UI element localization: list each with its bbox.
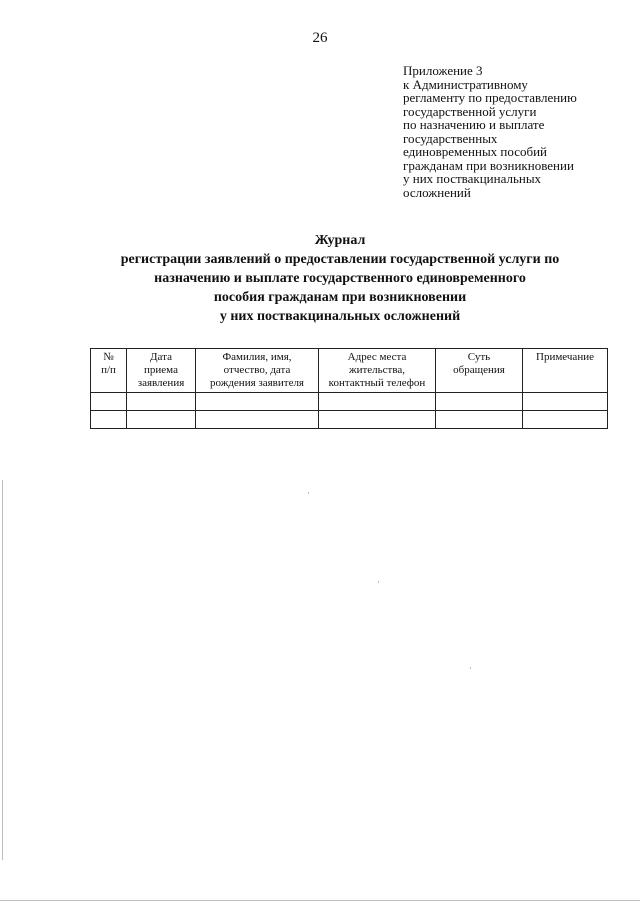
journal-table <box>90 348 608 429</box>
appendix-line: осложнений <box>403 184 471 200</box>
table-cell <box>523 393 608 411</box>
table-row <box>91 411 608 429</box>
table-cell <box>436 411 523 429</box>
column-header-number: № п/п <box>91 349 127 393</box>
appendix-line: к Административному <box>403 76 528 92</box>
column-header-subject: Суть обращения <box>436 349 523 393</box>
scan-dust-mark <box>470 667 471 669</box>
table-cell <box>319 411 436 429</box>
journal-subtitle-line: у них поствакцинальных осложнений <box>219 309 461 324</box>
table-row <box>91 393 608 411</box>
table-cell <box>319 393 436 411</box>
appendix-line: у них поствакцинальных <box>403 171 542 186</box>
table-cell <box>127 393 196 411</box>
scan-dust-mark <box>378 581 379 583</box>
journal-title <box>60 231 620 326</box>
table-cell <box>91 393 127 411</box>
table-cell <box>127 411 196 429</box>
journal-subtitle-line: назначению и выплате государственного единовременного <box>154 271 526 286</box>
journal-heading: Журнал <box>314 233 366 248</box>
appendix-line: по назначению и выплате <box>403 117 545 132</box>
scan-bottom-edge <box>0 900 640 901</box>
appendix-line: государственной услуги <box>403 103 537 119</box>
appendix-line: Приложение 3 <box>403 63 483 78</box>
table-cell <box>91 411 127 429</box>
journal-subtitle-line: регистрации заявлений о предоставлении государственной услуги по <box>120 252 560 267</box>
column-header-date: Дата приема заявления <box>127 349 196 393</box>
table-cell <box>196 411 319 429</box>
appendix-line: государственных <box>403 130 498 146</box>
table-header-row <box>91 349 608 393</box>
column-header-note: Примечание <box>523 349 608 393</box>
journal-subtitle-line: пособия гражданам при возникновении <box>213 290 467 305</box>
appendix-line: гражданам при возникновении <box>403 157 574 173</box>
column-header-applicant: Фамилия, имя, отчество, дата рождения заявителя <box>196 349 319 393</box>
table-cell <box>523 411 608 429</box>
appendix-line: регламенту по предоставлению <box>403 90 577 105</box>
appendix-line: единовременных пособий <box>403 144 548 159</box>
appendix-reference <box>403 64 633 199</box>
page-number: 26 <box>312 30 328 46</box>
scan-dust-mark <box>308 492 309 494</box>
table-cell <box>196 393 319 411</box>
column-header-address: Адрес места жительства, контактный телефон <box>319 349 436 393</box>
table-cell <box>436 393 523 411</box>
scan-edge-line <box>2 480 3 860</box>
